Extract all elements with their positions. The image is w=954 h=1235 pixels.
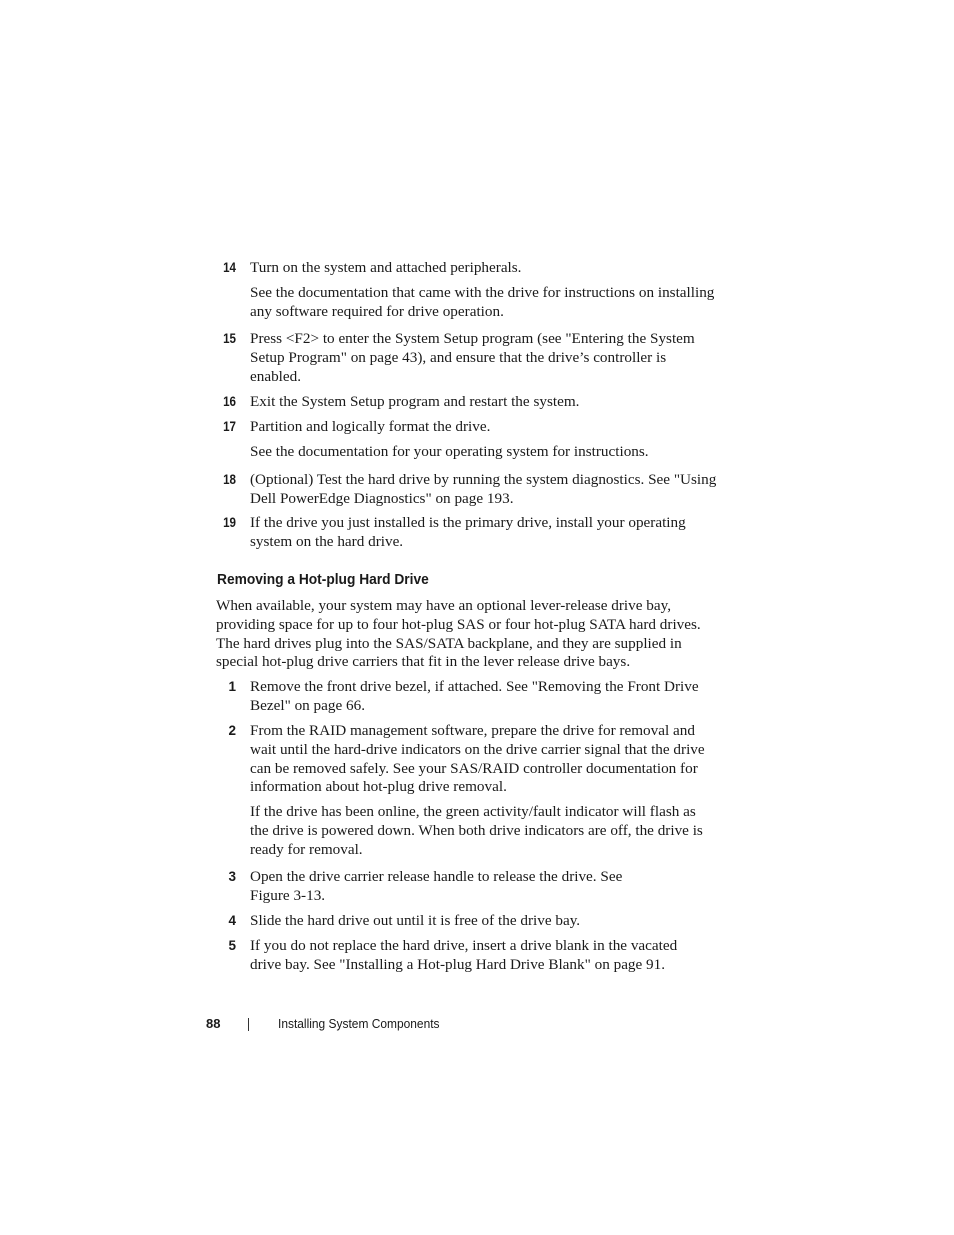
step-number: 15 [223,331,236,346]
step-number: 14 [223,260,236,275]
step-text: Exit the System Setup program and restart the system. [250,393,580,410]
step-text: Open the drive carrier release handle to release the drive. See Figure 3-13. [250,868,623,904]
footer-divider [248,1018,249,1031]
step-number: 1 [228,679,236,694]
section-intro: When available, your system may have an optional lever-release drive bay, providing space for up to four hot-plug SAS or four hot-plug SATA hard drives. The hard drives plug into the SAS/SATA backplane, and they are supplied in special hot-plug drive carriers that fit in the lever release drive bays. [216,597,701,671]
step-number: 2 [228,723,236,738]
step-number: 3 [228,869,236,884]
step-text: Turn on the system and attached peripherals. [250,259,522,276]
step-text: Slide the hard drive out until it is free of the drive bay. [250,912,581,929]
step-14-note: See the documentation that came with the drive for instructions on installing any software required for drive operation. [250,284,715,320]
step-text: (Optional) Test the hard drive by running the system diagnostics. See "Using Dell PowerEdge Diagnostics" on page 193. [250,471,717,507]
step-text: From the RAID management software, prepare the drive for removal and wait until the hard-drive indicators on the drive carrier signal that the drive can be removed safely. See your SAS/RAID controller documentation for information about hot-plug drive removal. [250,722,705,796]
step-17-note: See the documentation for your operating system for instructions. [250,443,649,460]
step-number: 19 [223,515,236,530]
step-text: Remove the front drive bezel, if attached. See "Removing the Front Drive Bezel" on page 66. [250,678,699,714]
step-text: Press <F2> to enter the System Setup program (see "Entering the System Setup Program" on page 43), and ensure that the drive’s controller is enabled. [250,330,695,385]
step-text: If you do not replace the hard drive, insert a drive blank in the vacated drive bay. See "Installing a Hot-plug Hard Drive Blank" on page 91. [250,937,678,973]
step-text: If the drive you just installed is the primary drive, install your operating system on the hard drive. [250,514,686,550]
step-text: Partition and logically format the drive. [250,418,491,435]
step-number: 16 [223,394,236,409]
page-number: 88 [206,1016,221,1031]
chapter-title: Installing System Components [278,1016,440,1031]
step-number: 5 [228,938,236,953]
section-heading: Removing a Hot-plug Hard Drive [217,572,429,588]
step-2-note: If the drive has been online, the green activity/fault indicator will flash as the drive is powered down. When both drive indicators are off, the drive is ready for removal. [250,803,703,858]
step-number: 18 [223,472,236,487]
step-number: 17 [223,419,236,434]
step-number: 4 [228,913,236,928]
